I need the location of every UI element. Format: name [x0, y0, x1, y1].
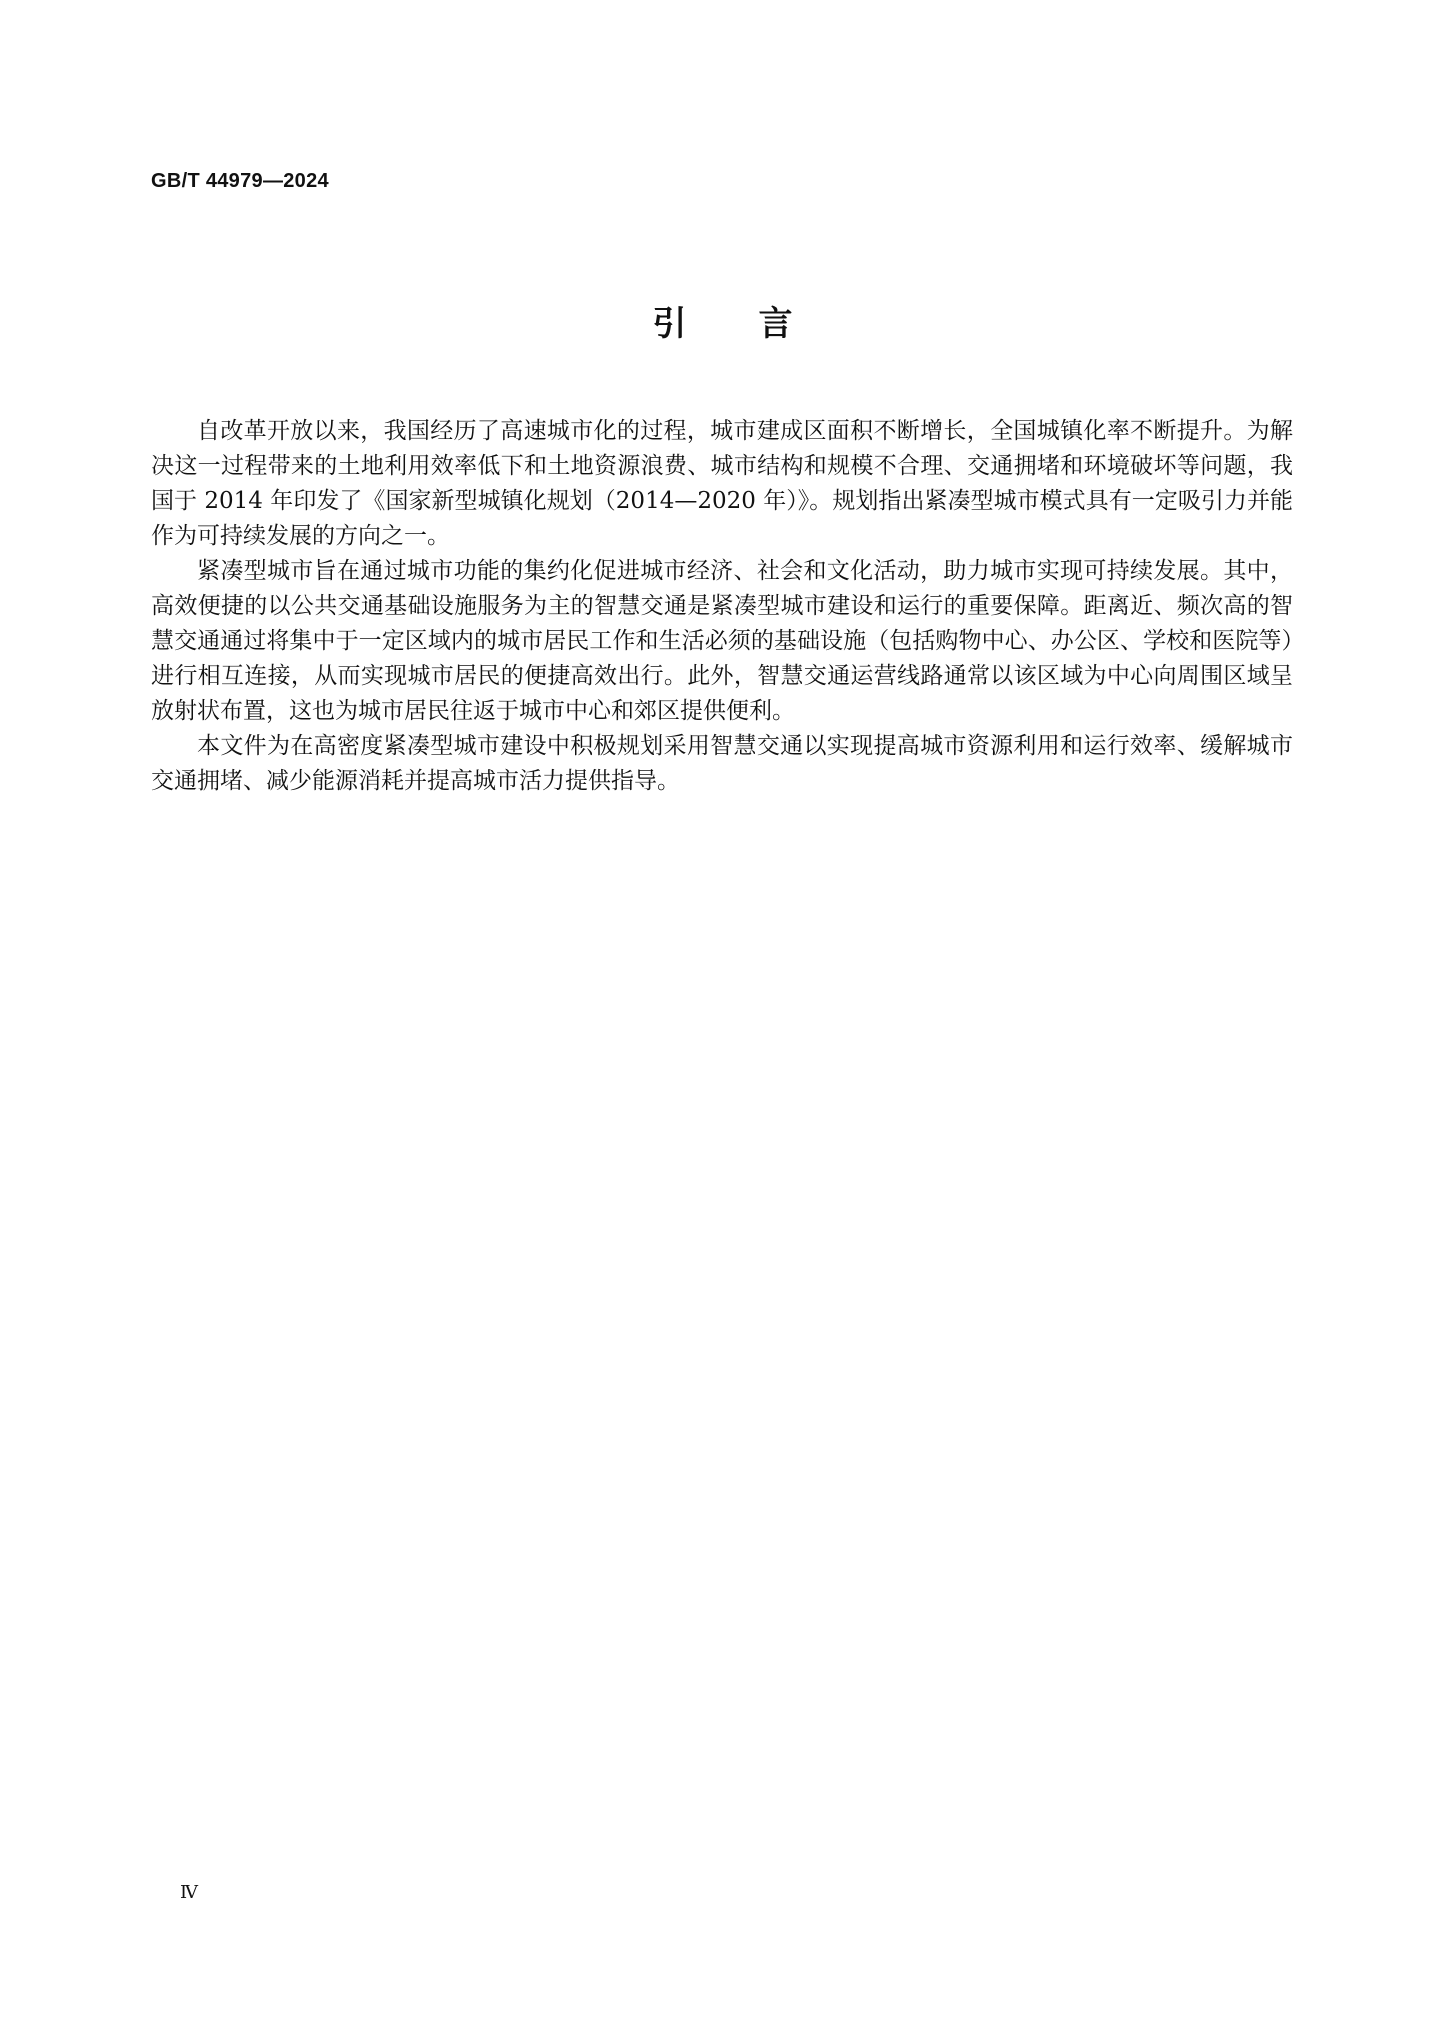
- page-number: Ⅳ: [180, 1882, 198, 1903]
- introduction-body: [151, 414, 1293, 799]
- section-title-char-2: 言: [758, 304, 793, 344]
- paragraph-2: 紧凑型城市旨在通过城市功能的集约化促进城市经济、社会和文化活动，助力城市实现可持续发展。其中，高效便捷的以公共交通基础设施服务为主的智慧交通是紧凑型城市建设和运行的重要保障。距离近、频次高的智慧交通通过将集中于一定区域内的城市居民工作和生活必须的基础设施（包括购物中心、办公区、学校和医院等）进行相互连接，从而实现城市居民的便捷高效出行。此外，智慧交通运营线路通常以该区域为中心向周围区域呈放射状布置，这也为城市居民往返于城市中心和郊区提供便利。: [151, 558, 1293, 724]
- section-title: [0, 296, 1445, 345]
- document-code: GB/T 44979—2024: [151, 170, 329, 192]
- section-title-char-1: 引: [652, 304, 687, 344]
- paragraph-1: 自改革开放以来，我国经历了高速城市化的过程，城市建成区面积不断增长，全国城镇化率不断提升。为解决这一过程带来的土地利用效率低下和土地资源浪费、城市结构和规模不合理、交通拥堵和环境破坏等问题，我国于 2014 年印发了《国家新型城镇化规划（2014—2020 年）》。规划指出紧凑型城市模式具有一定吸引力并能作为可持续发展的方向之一。: [151, 418, 1293, 549]
- paragraph-3: 本文件为在高密度紧凑型城市建设中积极规划采用智慧交通以实现提高城市资源利用和运行效率、缓解城市交通拥堵、减少能源消耗并提高城市活力提供指导。: [151, 733, 1293, 794]
